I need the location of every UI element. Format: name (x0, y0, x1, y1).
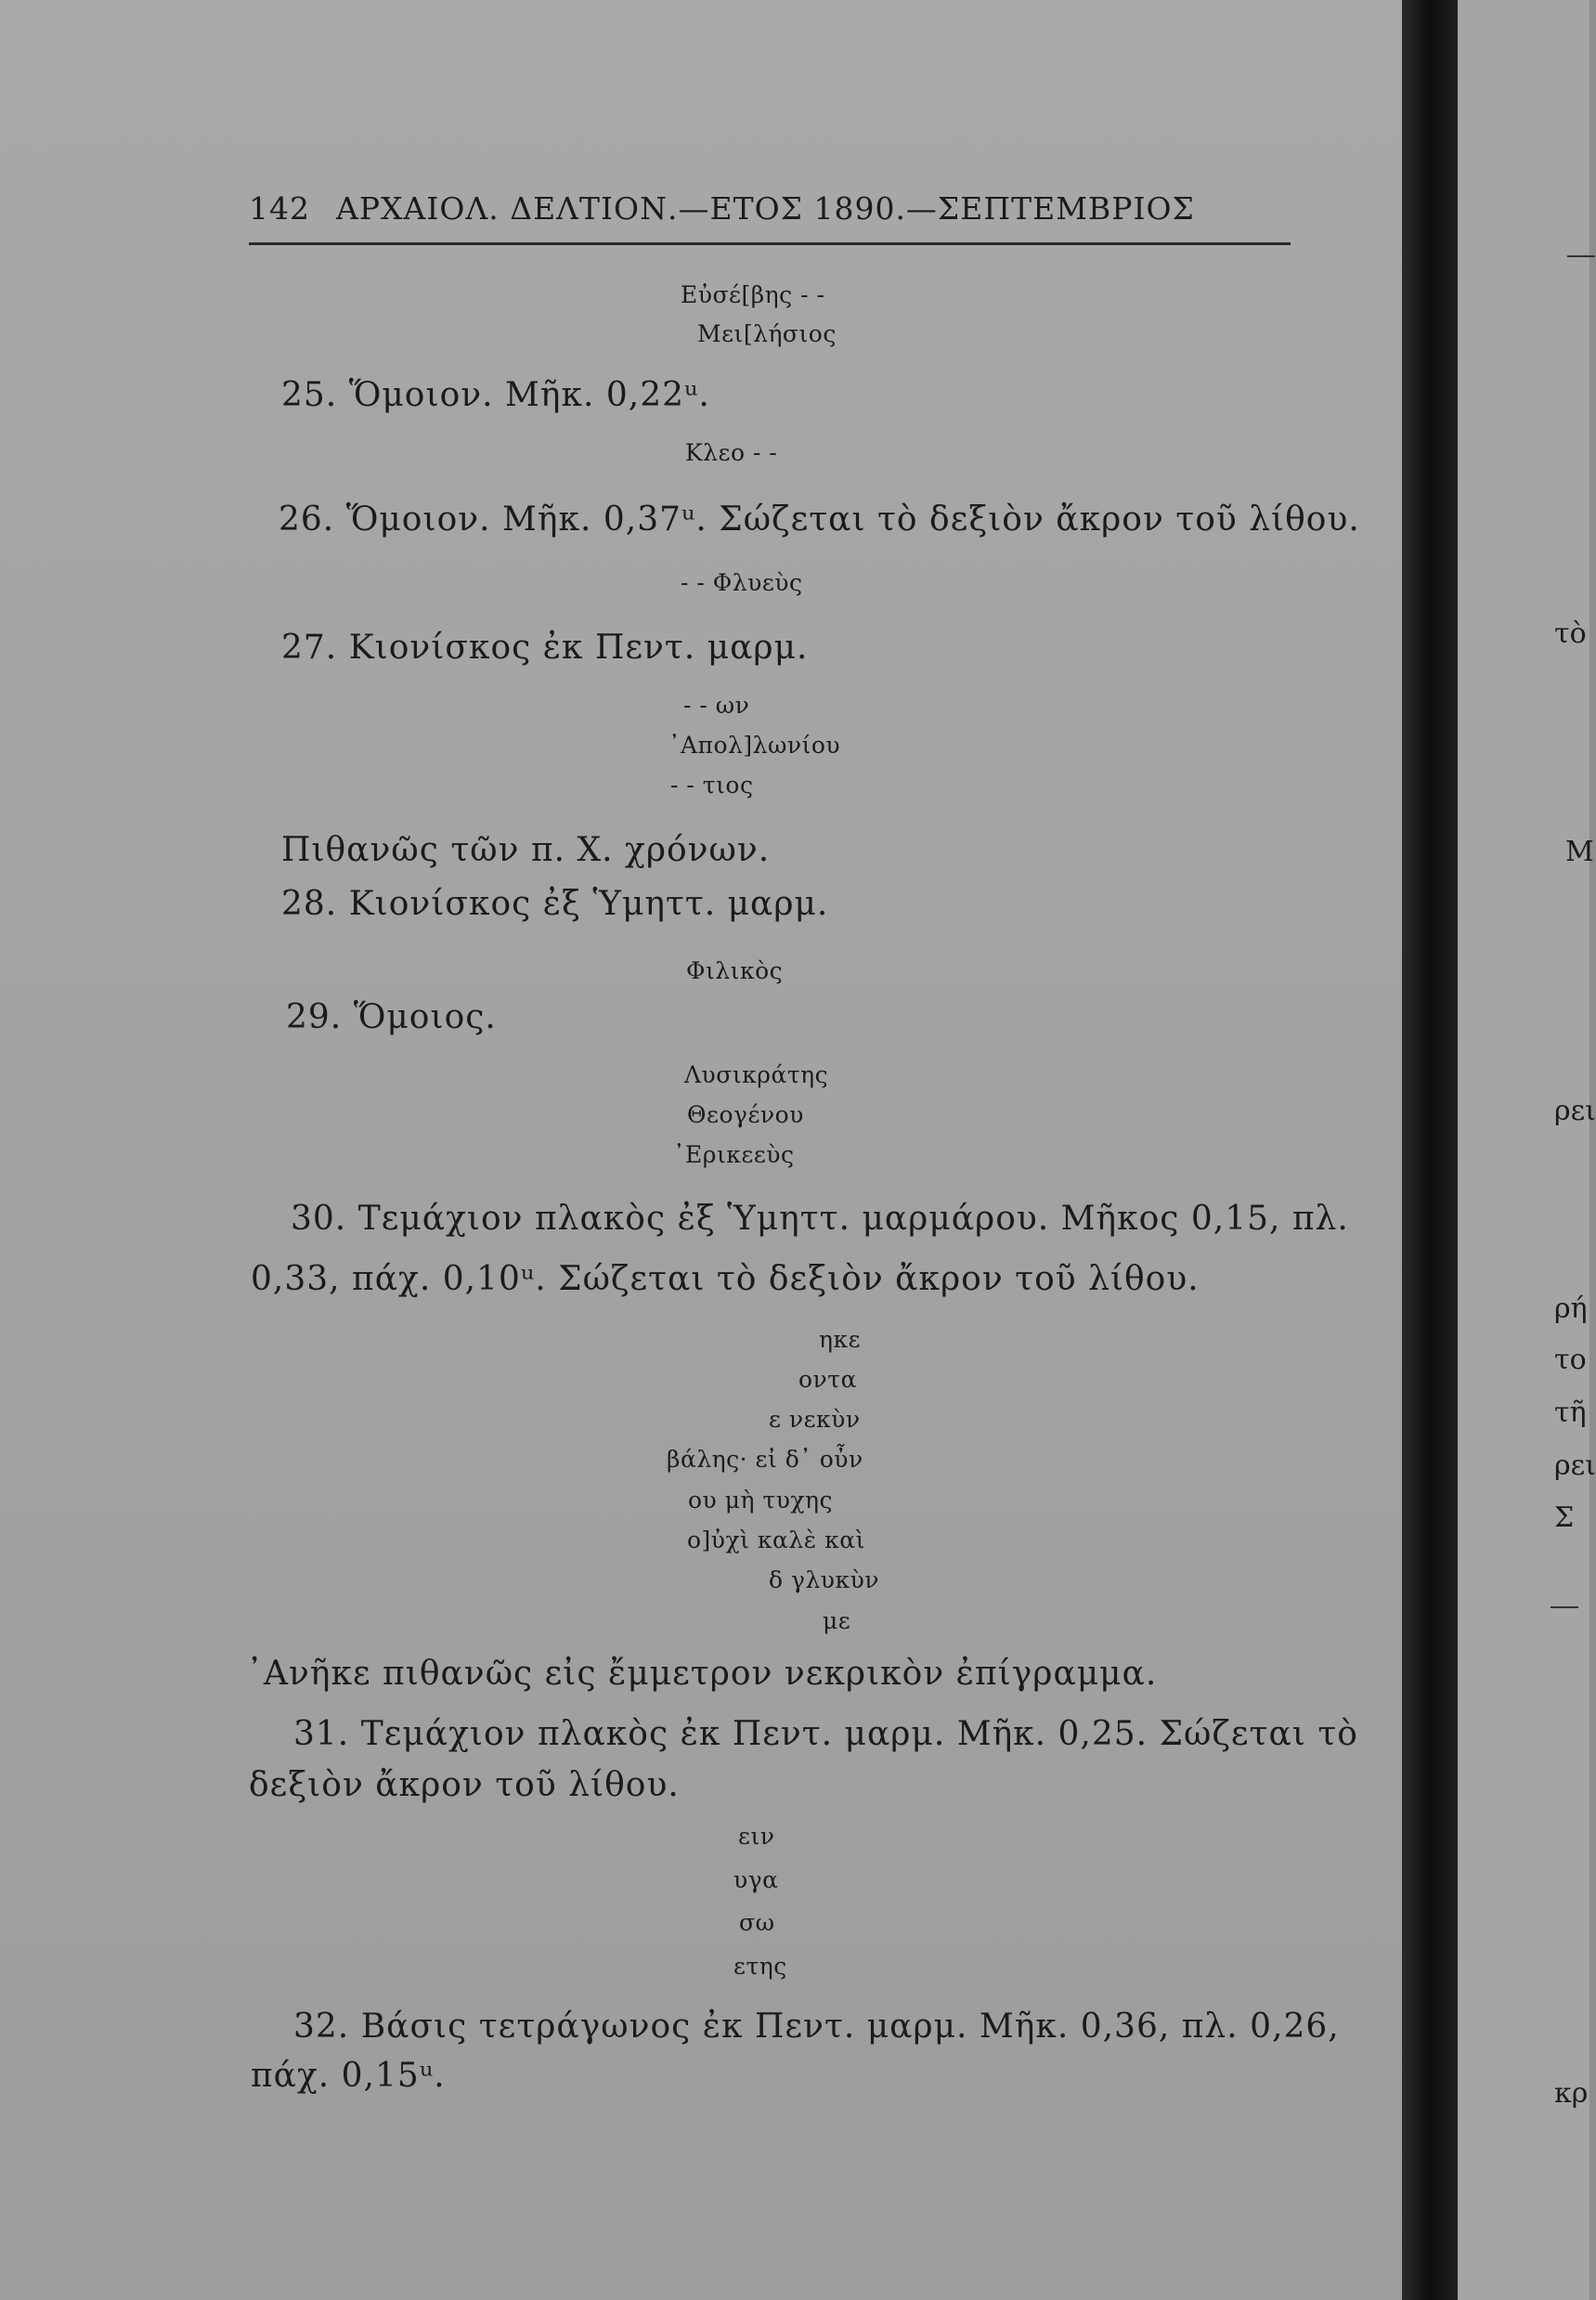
entry-31-line-1: 31. Τεμάχιον πλακὸς ἐκ Πεντ. μαρμ. Μῆκ. 0,25. Σώζεται τὸ (293, 1715, 1358, 1753)
inscription-line: Λυσικράτης (684, 1061, 829, 1088)
inscription-line: ᾿Ερικεεὺς (673, 1141, 795, 1168)
entry-25: 25. Ὅμοιον. Μῆκ. 0,22ᵘ. (281, 376, 710, 414)
facing-fragment: ρει (1554, 1449, 1596, 1482)
facing-page-edge (1458, 0, 1596, 2300)
facing-fragment: το (1554, 1344, 1587, 1376)
facing-fragment: κρ (1554, 2077, 1589, 2110)
inscription-line: - - ων (683, 692, 750, 719)
inscription-line: - - τιος (670, 772, 754, 799)
inscription-line: Μει[λήσιος (697, 320, 837, 347)
entry-32-line-2: πάχ. 0,15ᵘ. (251, 2057, 446, 2095)
facing-fragment: ρή (1554, 1293, 1588, 1325)
entry-27: 27. Κιονίσκος ἐκ Πεντ. μαρμ. (281, 629, 809, 667)
entry-30-line-2: 0,33, πάχ. 0,10ᵘ. Σώζεται τὸ δεξιὸν ἄκρον τοῦ λίθου. (251, 1260, 1200, 1298)
header-rule (249, 242, 1291, 245)
entry-31-line-2: δεξιὸν ἄκρον τοῦ λίθου. (249, 1766, 680, 1804)
inscription-line: με (823, 1607, 851, 1634)
facing-fragment: Σ (1554, 1501, 1575, 1534)
entry-26: 26. Ὅμοιον. Μῆκ. 0,37ᵘ. Σώζεται τὸ δεξιὸν ἄκρον τοῦ λίθου. (279, 500, 1360, 539)
inscription-line: ετης (733, 1953, 787, 1980)
inscription-line: δ γλυκὺν (769, 1566, 880, 1593)
entry-32-line-1: 32. Βάσις τετράγωνος ἐκ Πεντ. μαρμ. Μῆκ. 0,36, πλ. 0,26, (293, 2008, 1340, 2046)
entry-28: 28. Κιονίσκος ἐξ Ὑμηττ. μαρμ. (281, 885, 829, 923)
inscription-line: σω (739, 1909, 775, 1936)
inscription-line: ᾿Απολ]λωνίου (668, 732, 841, 759)
inscription-line: οντα (798, 1366, 857, 1393)
inscription-line: ο]ὐχὶ καλὲ καὶ (687, 1527, 865, 1553)
running-title: ΑΡΧΑΙΟΛ. ΔΕΛΤΙΟΝ.—ΕΤΟΣ 1890.—ΣΕΠΤΕΜΒΡΙΟΣ (336, 190, 1195, 227)
entry-30-note: ᾿Ανῆκε πιθανῶς εἰς ἔμμετρον νεκρικὸν ἐπίγραμμα. (246, 1655, 1158, 1693)
inscription-line: Εὐσέ[βης - - (681, 281, 825, 308)
entry-30-line-1: 30. Τεμάχιον πλακὸς ἐξ Ὑμηττ. μαρμάρου. Μῆκος 0,15, πλ. (291, 1200, 1349, 1238)
inscription-line: Θεογένου (687, 1101, 804, 1128)
inscription-line: Φιλικὸς (686, 957, 784, 984)
inscription-line: ου μὴ τυχης (688, 1487, 834, 1514)
book-gutter (1402, 0, 1458, 2300)
facing-fragment: τῆ (1554, 1397, 1587, 1429)
inscription-line: βάλης· εἰ δ᾿ οὖν (667, 1446, 863, 1473)
page-number: 142 (249, 190, 310, 227)
inscription-line: ειν (738, 1823, 775, 1850)
facing-rule (1567, 255, 1595, 257)
facing-fragment: ρει (1554, 1095, 1596, 1127)
facing-rule (1551, 1606, 1578, 1608)
inscription-line: - - Φλυεὺς (681, 569, 803, 596)
facing-fragment: τὸ (1554, 617, 1587, 650)
inscription-line: ε νεκὺν (769, 1406, 861, 1433)
inscription-line: ηκε (819, 1326, 862, 1353)
facing-fragment: Μ (1565, 836, 1594, 868)
entry-29: 29. Ὅμοιος. (286, 998, 497, 1036)
date-note: Πιθανῶς τῶν π. Χ. χρόνων. (281, 831, 771, 869)
inscription-line: Κλεο - - (685, 439, 778, 466)
inscription-line: υγα (733, 1866, 779, 1893)
